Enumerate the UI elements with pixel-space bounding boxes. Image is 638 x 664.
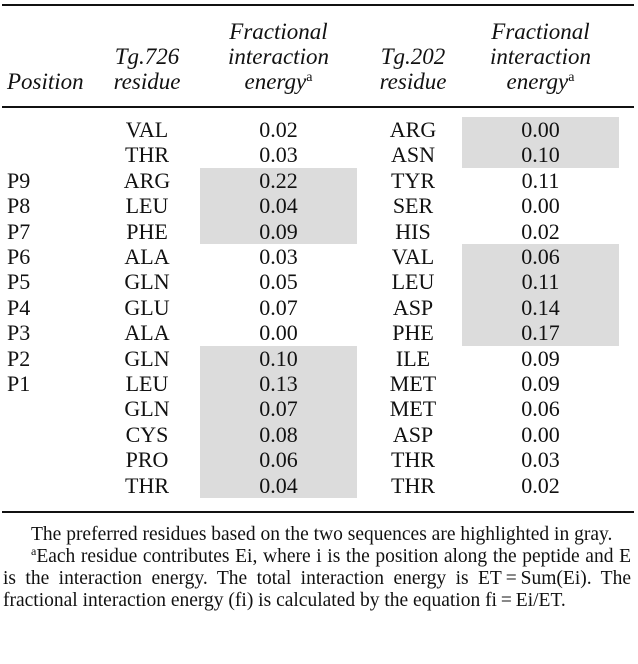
tg726-residue-cell: THR [125, 472, 169, 498]
position-cell: P4 [7, 294, 31, 320]
tg726-residue-cell: GLN [124, 269, 170, 295]
tg726-energy-cell: 0.10 [200, 346, 357, 371]
footnote-marker: a [31, 544, 37, 558]
tg202-energy-cell: 0.09 [521, 371, 560, 396]
tg202-residue-cell: THR [391, 447, 435, 473]
tg726-energy-cell: 0.08 [200, 422, 357, 447]
tg202-energy-cell: 0.11 [462, 269, 619, 294]
tg202-residue-cell: VAL [391, 244, 435, 269]
tg726-residue-cell: ARG [123, 167, 171, 193]
header-tg726-residue: Tg.726 residue [113, 44, 181, 94]
footnote [3, 546, 631, 612]
tg726-residue-cell: THR [125, 142, 169, 168]
tg202-residue-cell: ASN [390, 142, 435, 168]
tg726-residue-cell: LEU [125, 371, 169, 396]
header-tg202-residue: Tg.202 residue [379, 44, 447, 94]
tg726-residue-cell: LEU [125, 193, 169, 219]
tg726-residue-cell: VAL [125, 117, 169, 142]
position-cell: P2 [7, 345, 31, 371]
tg202-energy-cell: 0.02 [521, 218, 560, 244]
position-cell: P6 [7, 244, 31, 269]
header-tg202-energy: Fractional interaction energy$^a$ [490, 19, 591, 94]
header-position: Position [7, 69, 84, 94]
tg202-residue-cell: ILE [395, 345, 431, 371]
tg726-energy-cell: 0.07 [200, 396, 357, 421]
tg202-residue-cell: THR [391, 472, 435, 498]
tg202-energy-cell: 0.00 [462, 117, 619, 142]
tg202-residue-cell: ASP [392, 294, 434, 320]
tg202-energy-cell: 0.06 [462, 244, 619, 269]
header-rule [2, 106, 634, 108]
tg726-energy-cell: 0.05 [259, 269, 298, 295]
tg726-residue-cell: PRO [125, 447, 169, 473]
tg726-residue-cell: GLN [124, 396, 170, 422]
tg202-residue-cell: MET [389, 396, 437, 422]
tg726-residue-cell: GLN [124, 345, 170, 371]
tg726-energy-cell: 0.04 [200, 473, 357, 498]
position-cell: P9 [7, 167, 31, 193]
tg726-energy-cell: 0.06 [200, 447, 357, 472]
highlight-note: The preferred residues based on the two sequences are highlighted in gray. [31, 524, 613, 545]
tg726-energy-cell: 0.03 [259, 244, 298, 269]
tg202-energy-cell: 0.17 [462, 320, 619, 345]
tg726-residue-cell: ALA [124, 244, 170, 269]
tg726-energy-cell: 0.22 [200, 168, 357, 193]
position-cell: P5 [7, 269, 31, 295]
tg726-residue-cell: CYS [125, 421, 169, 447]
position-cell: P7 [7, 218, 31, 244]
tg202-energy-cell: 0.00 [521, 193, 560, 219]
tg202-residue-cell: ARG [389, 117, 437, 142]
tg202-residue-cell: MET [389, 371, 437, 396]
tg726-energy-cell: 0.07 [259, 294, 298, 320]
tg726-residue-cell: ALA [124, 320, 170, 346]
header-tg726-energy: Fractional interaction energy$^a$ [228, 19, 329, 94]
tg726-energy-cell: 0.00 [259, 320, 298, 346]
tg202-energy-cell: 0.03 [521, 447, 560, 473]
tg202-residue-cell: HIS [395, 218, 431, 244]
tg726-energy-cell: 0.02 [259, 117, 298, 142]
tg202-energy-cell: 0.14 [462, 295, 619, 320]
tg202-residue-cell: LEU [391, 269, 435, 295]
tg202-residue-cell: PHE [392, 320, 434, 346]
tg202-residue-cell: ASP [392, 421, 434, 447]
tg202-energy-cell: 0.09 [521, 345, 560, 371]
footnote-text: Each residue contributes Ei, where i is the position along the peptide and E is the interaction energy. The total interaction energy is ET = Sum(Ei). The fractional interaction energy (fi) is calculated by the equation fi = Ei/ET. [3, 546, 631, 611]
position-cell: P3 [7, 320, 31, 346]
position-cell: P1 [7, 371, 31, 396]
tg726-residue-cell: PHE [126, 218, 168, 244]
tg202-energy-cell: 0.10 [462, 142, 619, 167]
tg726-energy-cell: 0.13 [200, 371, 357, 396]
position-cell: P8 [7, 193, 31, 219]
tg202-residue-cell: TYR [391, 167, 435, 193]
tg202-energy-cell: 0.06 [521, 396, 560, 422]
table-top-rule [2, 4, 634, 6]
tg202-residue-cell: SER [392, 193, 434, 219]
table-bottom-rule [2, 511, 634, 513]
footnote-marker: a [306, 70, 313, 85]
tg202-energy-cell: 0.11 [521, 167, 560, 193]
tg726-residue-cell: GLU [124, 294, 170, 320]
table-notes [3, 524, 631, 612]
footnote-marker: a [568, 70, 575, 85]
tg202-energy-cell: 0.00 [521, 421, 560, 447]
tg726-energy-cell: 0.04 [200, 193, 357, 218]
tg202-energy-cell: 0.02 [521, 472, 560, 498]
tg726-energy-cell: 0.09 [200, 219, 357, 244]
tg726-energy-cell: 0.03 [259, 142, 298, 168]
